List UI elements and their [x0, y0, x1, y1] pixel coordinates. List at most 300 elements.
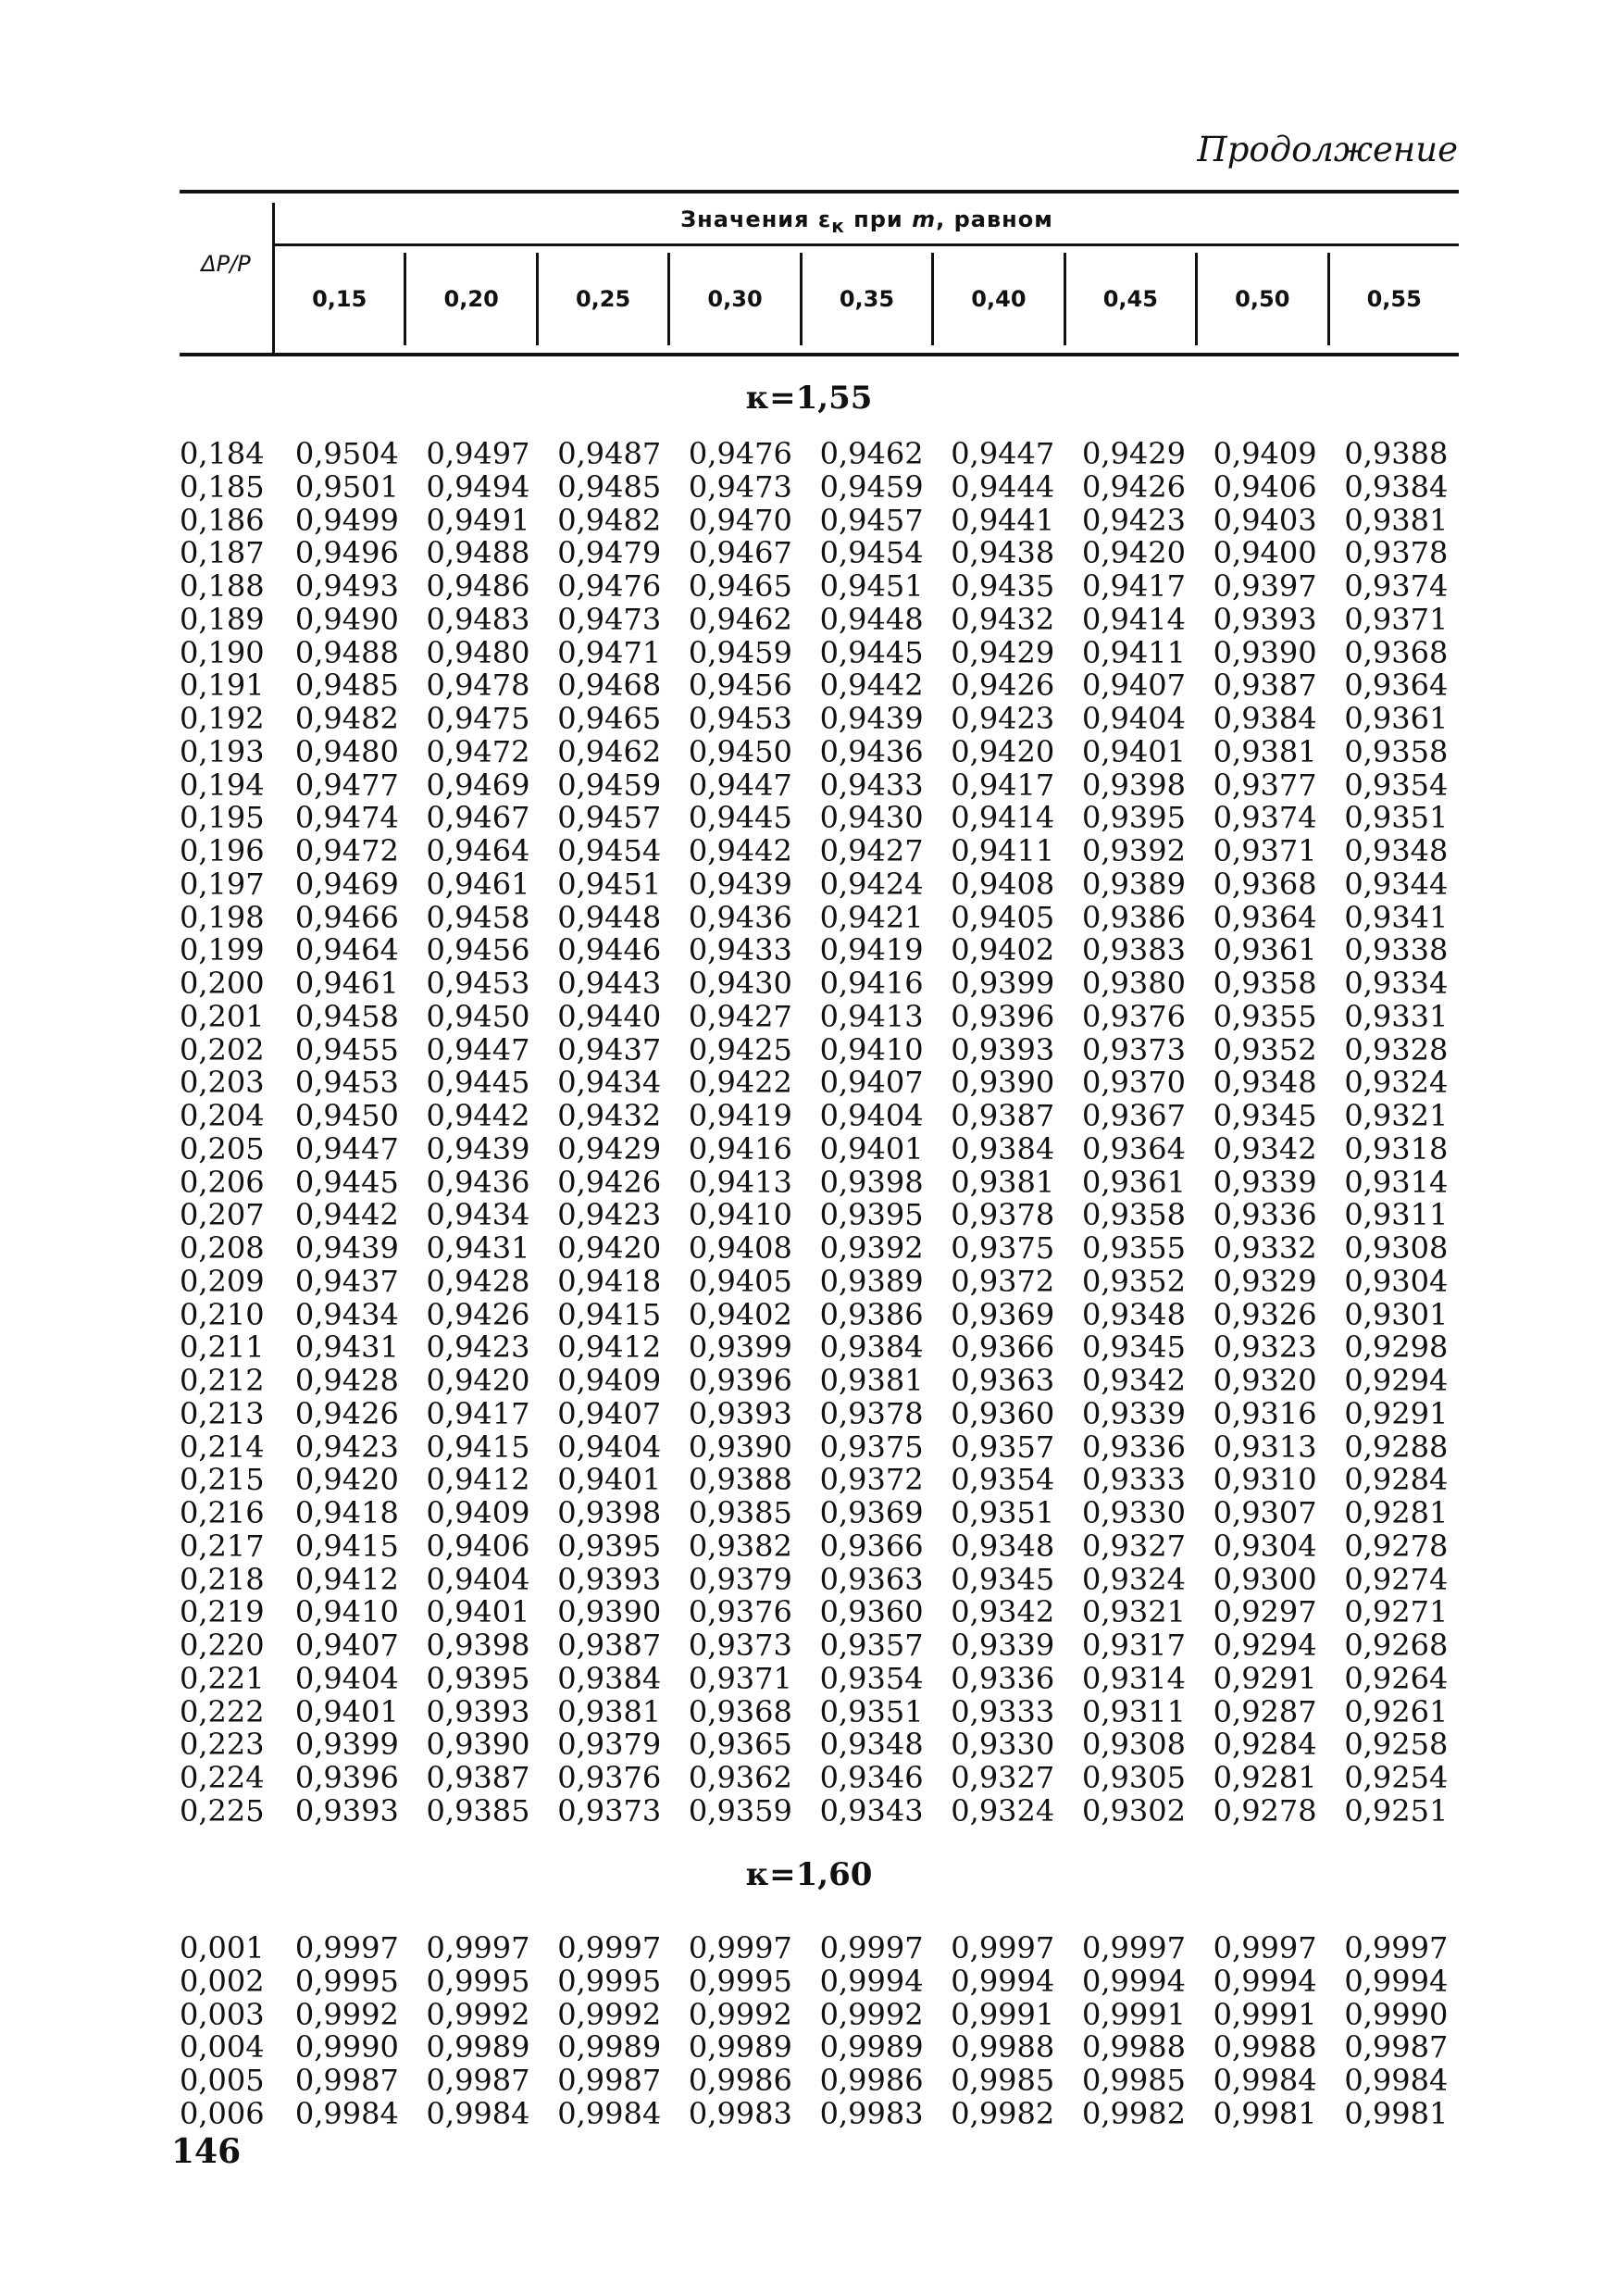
row-key-cell: 0,225 — [180, 1792, 265, 1828]
value-cell: 0,9417 — [426, 1395, 530, 1431]
value-cell: 0,9307 — [1213, 1495, 1317, 1530]
value-cell: 0,9363 — [819, 1561, 924, 1597]
value-cell: 0,9351 — [951, 1495, 1055, 1530]
value-cell: 0,9487 — [557, 436, 662, 471]
value-cell: 0,9475 — [426, 701, 530, 736]
value-cell: 0,9298 — [1344, 1329, 1449, 1366]
m-value-header: 0,45 — [1064, 253, 1195, 345]
value-cell: 0,9365 — [688, 1727, 792, 1763]
value-cell: 0,9395 — [1081, 800, 1186, 836]
row-key-cell: 0,196 — [180, 833, 265, 868]
value-cell: 0,9450 — [688, 733, 792, 769]
row-key-cell: 0,201 — [180, 998, 265, 1034]
value-cell: 0,9339 — [951, 1628, 1055, 1663]
value-cell: 0,9336 — [1213, 1197, 1317, 1233]
value-cell: 0,9342 — [1081, 1363, 1186, 1398]
value-cell: 0,9989 — [819, 2029, 924, 2065]
value-cell: 0,9438 — [951, 535, 1055, 571]
value-cell: 0,9343 — [819, 1792, 924, 1828]
value-cell: 0,9987 — [557, 2063, 662, 2098]
group-label-sub: к — [831, 214, 845, 237]
value-cell: 0,9442 — [294, 1197, 399, 1233]
row-key-cell: 0,194 — [180, 767, 265, 803]
value-cell: 0,9410 — [294, 1594, 399, 1630]
value-cell: 0,9432 — [951, 601, 1055, 637]
value-cell: 0,9447 — [688, 767, 792, 803]
value-cell: 0,9348 — [951, 1528, 1055, 1564]
value-cell: 0,9417 — [1081, 568, 1186, 604]
value-cell: 0,9358 — [1081, 1197, 1186, 1233]
row-key-cell: 0,217 — [180, 1528, 265, 1564]
value-cell: 0,9995 — [294, 1963, 399, 1999]
value-cell: 0,9409 — [426, 1495, 530, 1530]
row-key-cell: 0,197 — [180, 866, 265, 902]
value-cell: 0,9406 — [426, 1528, 530, 1564]
value-cell: 0,9984 — [426, 2095, 530, 2131]
value-cell: 0,9313 — [1213, 1429, 1317, 1465]
row-key-cell: 0,005 — [180, 2063, 265, 2098]
value-cell: 0,9981 — [1213, 2095, 1317, 2131]
value-cell: 0,9443 — [557, 966, 662, 1001]
value-cell: 0,9414 — [951, 800, 1055, 836]
value-cell: 0,9440 — [557, 998, 662, 1034]
value-cell: 0,9378 — [951, 1197, 1055, 1233]
table-row — [180, 438, 1475, 471]
value-cell: 0,9404 — [426, 1561, 530, 1597]
value-cell: 0,9450 — [294, 1098, 399, 1133]
table-row — [180, 1792, 1475, 1828]
value-cell: 0,9358 — [1344, 733, 1449, 769]
value-cell: 0,9992 — [557, 1996, 662, 2032]
value-cell: 0,9426 — [951, 668, 1055, 704]
value-cell: 0,9442 — [426, 1098, 530, 1133]
row-key-cell: 0,206 — [180, 1164, 265, 1200]
value-cell: 0,9412 — [426, 1462, 530, 1498]
value-cell: 0,9274 — [1344, 1561, 1449, 1597]
value-cell: 0,9504 — [294, 436, 399, 471]
value-cell: 0,9399 — [294, 1727, 399, 1763]
value-cell: 0,9321 — [1081, 1594, 1186, 1630]
value-cell: 0,9379 — [688, 1561, 792, 1597]
value-cell: 0,9361 — [1344, 701, 1449, 736]
value-cell: 0,9423 — [557, 1197, 662, 1233]
value-cell: 0,9501 — [294, 468, 399, 505]
value-cell: 0,9388 — [1344, 436, 1449, 471]
value-cell: 0,9378 — [819, 1395, 924, 1431]
value-cell: 0,9330 — [1081, 1495, 1186, 1530]
table-row — [180, 899, 1475, 935]
table-row — [180, 634, 1475, 670]
table-header — [180, 190, 1459, 356]
value-cell: 0,9336 — [951, 1660, 1055, 1696]
value-cell: 0,9264 — [1344, 1660, 1449, 1696]
value-cell: 0,9499 — [294, 502, 399, 538]
table-row — [180, 1693, 1475, 1729]
value-cell: 0,9333 — [951, 1693, 1055, 1729]
value-cell: 0,9984 — [1213, 2063, 1317, 2098]
table-row — [180, 1660, 1475, 1696]
value-cell: 0,9445 — [819, 634, 924, 670]
value-cell: 0,9434 — [557, 1065, 662, 1101]
value-cell: 0,9982 — [1081, 2095, 1186, 2131]
value-cell: 0,9404 — [294, 1660, 399, 1696]
value-cell: 0,9364 — [1213, 899, 1317, 935]
value-cell: 0,9326 — [1213, 1296, 1317, 1332]
value-cell: 0,9384 — [1213, 701, 1317, 736]
value-cell: 0,9482 — [294, 701, 399, 736]
value-cell: 0,9985 — [951, 2063, 1055, 2098]
table-row — [180, 468, 1475, 505]
value-cell: 0,9476 — [688, 436, 792, 471]
page-number: 146 — [171, 2132, 242, 2171]
value-cell: 0,9990 — [1344, 1996, 1449, 2032]
value-cell: 0,9385 — [688, 1495, 792, 1530]
table-row — [180, 1596, 1475, 1629]
value-cell: 0,9437 — [294, 1263, 399, 1299]
value-cell: 0,9986 — [819, 2063, 924, 2098]
value-cell: 0,9493 — [294, 568, 399, 604]
table-row — [180, 1365, 1475, 1398]
value-cell: 0,9308 — [1344, 1230, 1449, 1266]
value-cell: 0,9371 — [1213, 833, 1317, 868]
value-cell: 0,9376 — [1081, 998, 1186, 1034]
value-cell: 0,9408 — [951, 866, 1055, 902]
value-cell: 0,9376 — [688, 1594, 792, 1630]
table-row — [180, 1932, 1475, 1965]
m-value-header: 0,40 — [931, 253, 1063, 345]
table-row — [180, 868, 1475, 902]
value-cell: 0,9393 — [426, 1693, 530, 1729]
value-cell: 0,9328 — [1344, 1031, 1449, 1067]
value-cell: 0,9448 — [557, 899, 662, 935]
row-key-cell: 0,220 — [180, 1628, 265, 1663]
value-cell: 0,9396 — [951, 998, 1055, 1034]
value-cell: 0,9323 — [1213, 1329, 1317, 1366]
value-cell: 0,9357 — [819, 1628, 924, 1663]
value-cell: 0,9316 — [1213, 1395, 1317, 1431]
value-cell: 0,9387 — [426, 1760, 530, 1795]
row-key-cell: 0,202 — [180, 1031, 265, 1067]
value-cell: 0,9994 — [1213, 1963, 1317, 1999]
row-key-cell: 0,221 — [180, 1660, 265, 1696]
value-cell: 0,9345 — [1081, 1329, 1186, 1366]
value-cell: 0,9447 — [426, 1031, 530, 1067]
row-key-cell: 0,189 — [180, 601, 265, 637]
value-cell: 0,9373 — [557, 1792, 662, 1828]
value-cell: 0,9404 — [557, 1429, 662, 1465]
value-cell: 0,9398 — [426, 1628, 530, 1663]
value-cell: 0,9464 — [426, 833, 530, 868]
value-cell: 0,9329 — [1213, 1263, 1317, 1299]
value-cell: 0,9371 — [1344, 601, 1449, 637]
table-row — [180, 1431, 1475, 1465]
value-cell: 0,9261 — [1344, 1693, 1449, 1729]
value-cell: 0,9985 — [1081, 2063, 1186, 2098]
value-cell: 0,9459 — [819, 468, 924, 505]
group-label-pre: Значения ε — [680, 206, 832, 232]
value-cell: 0,9334 — [1344, 966, 1449, 1001]
value-cell: 0,9327 — [1081, 1528, 1186, 1564]
value-cell: 0,9488 — [294, 634, 399, 670]
value-cell: 0,9994 — [1344, 1963, 1449, 1999]
value-cell: 0,9480 — [426, 634, 530, 670]
value-cell: 0,9997 — [819, 1930, 924, 1965]
value-cell: 0,9995 — [426, 1963, 530, 1999]
m-values-row — [275, 253, 1459, 345]
value-cell: 0,9454 — [819, 535, 924, 571]
value-cell: 0,9354 — [819, 1660, 924, 1696]
table-row — [180, 1296, 1475, 1332]
value-cell: 0,9469 — [294, 866, 399, 902]
value-cell: 0,9351 — [819, 1693, 924, 1729]
value-cell: 0,9400 — [1213, 535, 1317, 571]
row-key-cell: 0,195 — [180, 800, 265, 836]
value-cell: 0,9458 — [294, 998, 399, 1034]
value-cell: 0,9497 — [426, 436, 530, 471]
value-cell: 0,9473 — [557, 601, 662, 637]
value-cell: 0,9431 — [294, 1329, 399, 1366]
value-cell: 0,9439 — [426, 1130, 530, 1167]
value-cell: 0,9983 — [819, 2095, 924, 2131]
value-cell: 0,9453 — [426, 966, 530, 1001]
value-cell: 0,9989 — [426, 2029, 530, 2065]
value-cell: 0,9373 — [1081, 1031, 1186, 1067]
value-cell: 0,9476 — [557, 568, 662, 604]
value-cell: 0,9982 — [951, 2095, 1055, 2131]
value-cell: 0,9423 — [1081, 502, 1186, 538]
value-cell: 0,9485 — [557, 468, 662, 505]
value-cell: 0,9418 — [294, 1495, 399, 1530]
value-cell: 0,9987 — [426, 2063, 530, 2098]
value-cell: 0,9409 — [1213, 436, 1317, 471]
value-cell: 0,9324 — [1081, 1561, 1186, 1597]
table-row — [180, 1130, 1475, 1167]
value-cell: 0,9445 — [426, 1065, 530, 1101]
value-cell: 0,9284 — [1213, 1727, 1317, 1763]
value-cell: 0,9384 — [819, 1329, 924, 1366]
value-cell: 0,9258 — [1344, 1727, 1449, 1763]
value-cell: 0,9387 — [1213, 668, 1317, 704]
value-cell: 0,9432 — [557, 1098, 662, 1133]
value-cell: 0,9301 — [1344, 1296, 1449, 1332]
value-cell: 0,9370 — [1081, 1065, 1186, 1101]
table-row — [180, 1331, 1475, 1365]
section-label-kappa-1-60: κ=1,60 — [745, 1856, 873, 1893]
value-cell: 0,9990 — [294, 2029, 399, 2065]
value-cell: 0,9412 — [294, 1561, 399, 1597]
table-row — [180, 1561, 1475, 1597]
value-cell: 0,9359 — [688, 1792, 792, 1828]
value-cell: 0,9384 — [1344, 468, 1449, 505]
value-cell: 0,9420 — [294, 1462, 399, 1498]
value-cell: 0,9446 — [557, 932, 662, 968]
value-cell: 0,9984 — [1344, 2063, 1449, 2098]
value-cell: 0,9368 — [688, 1693, 792, 1729]
value-cell: 0,9447 — [294, 1130, 399, 1167]
header-bottom-rule — [180, 353, 1459, 356]
value-cell: 0,9414 — [1081, 601, 1186, 637]
value-cell: 0,9426 — [426, 1296, 530, 1332]
value-cell: 0,9304 — [1213, 1528, 1317, 1564]
value-cell: 0,9453 — [688, 701, 792, 736]
value-cell: 0,9439 — [294, 1230, 399, 1266]
table-row — [180, 570, 1475, 604]
value-cell: 0,9398 — [819, 1164, 924, 1200]
value-cell: 0,9354 — [1344, 767, 1449, 803]
value-cell: 0,9381 — [557, 1693, 662, 1729]
value-cell: 0,9426 — [1081, 468, 1186, 505]
row-key-cell: 0,187 — [180, 535, 265, 571]
value-cell: 0,9387 — [951, 1098, 1055, 1133]
value-cell: 0,9994 — [1081, 1963, 1186, 1999]
row-key-cell: 0,190 — [180, 634, 265, 670]
value-cell: 0,9451 — [819, 568, 924, 604]
m-value-header: 0,20 — [404, 253, 535, 345]
value-cell: 0,9992 — [294, 1996, 399, 2032]
value-cell: 0,9451 — [557, 866, 662, 902]
value-cell: 0,9428 — [294, 1363, 399, 1398]
value-cell: 0,9485 — [294, 668, 399, 704]
value-cell: 0,9483 — [426, 601, 530, 637]
table-row — [180, 1199, 1475, 1232]
value-cell: 0,9398 — [557, 1495, 662, 1530]
continuation-label: Продолжение — [1197, 130, 1458, 169]
row-key-cell: 0,204 — [180, 1098, 265, 1133]
value-cell: 0,9420 — [426, 1363, 530, 1398]
value-cell: 0,9375 — [951, 1230, 1055, 1266]
row-key-cell: 0,210 — [180, 1296, 265, 1332]
value-cell: 0,9348 — [1081, 1296, 1186, 1332]
value-cell: 0,9344 — [1344, 866, 1449, 902]
value-cell: 0,9346 — [819, 1760, 924, 1795]
value-cell: 0,9254 — [1344, 1760, 1449, 1795]
value-cell: 0,9479 — [557, 535, 662, 571]
value-cell: 0,9324 — [1344, 1065, 1449, 1101]
value-cell: 0,9441 — [951, 502, 1055, 538]
value-cell: 0,9401 — [557, 1462, 662, 1498]
value-cell: 0,9401 — [819, 1130, 924, 1167]
value-cell: 0,9395 — [819, 1197, 924, 1233]
value-cell: 0,9390 — [688, 1429, 792, 1465]
value-cell: 0,9488 — [426, 535, 530, 571]
value-cell: 0,9486 — [426, 568, 530, 604]
column-group-header — [275, 206, 1459, 237]
row-key-cell: 0,218 — [180, 1561, 265, 1597]
value-cell: 0,9439 — [819, 701, 924, 736]
value-cell: 0,9278 — [1213, 1792, 1317, 1828]
value-cell: 0,9419 — [688, 1098, 792, 1133]
section-label-kappa-1-55: κ=1,55 — [745, 380, 873, 417]
value-cell: 0,9448 — [819, 601, 924, 637]
value-cell: 0,9444 — [951, 468, 1055, 505]
value-cell: 0,9399 — [688, 1329, 792, 1366]
value-cell: 0,9364 — [1344, 668, 1449, 704]
row-key-cell: 0,185 — [180, 468, 265, 505]
value-cell: 0,9345 — [1213, 1098, 1317, 1133]
value-cell: 0,9393 — [294, 1792, 399, 1828]
table-row — [180, 1530, 1475, 1564]
value-cell: 0,9310 — [1213, 1462, 1317, 1498]
value-cell: 0,9393 — [1213, 601, 1317, 637]
row-key-cell: 0,004 — [180, 2029, 265, 2065]
value-cell: 0,9354 — [951, 1462, 1055, 1498]
row-key-cell: 0,006 — [180, 2095, 265, 2131]
value-cell: 0,9415 — [426, 1429, 530, 1465]
value-cell: 0,9358 — [1213, 966, 1317, 1001]
value-cell: 0,9308 — [1081, 1727, 1186, 1763]
value-cell: 0,9336 — [1081, 1429, 1186, 1465]
table-row — [180, 2031, 1475, 2065]
value-cell: 0,9411 — [1081, 634, 1186, 670]
value-cell: 0,9997 — [557, 1930, 662, 1965]
value-cell: 0,9281 — [1344, 1495, 1449, 1530]
value-cell: 0,9455 — [294, 1031, 399, 1067]
row-key-cell: 0,205 — [180, 1130, 265, 1167]
value-cell: 0,9429 — [557, 1130, 662, 1167]
value-cell: 0,9415 — [557, 1296, 662, 1332]
value-cell: 0,9382 — [688, 1528, 792, 1564]
value-cell: 0,9374 — [1213, 800, 1317, 836]
value-cell: 0,9436 — [819, 733, 924, 769]
value-cell: 0,9456 — [688, 668, 792, 704]
value-cell: 0,9403 — [1213, 502, 1317, 538]
m-value-header: 0,55 — [1327, 253, 1459, 345]
table-row — [180, 998, 1475, 1034]
value-cell: 0,9988 — [951, 2029, 1055, 2065]
value-cell: 0,9291 — [1213, 1660, 1317, 1696]
value-cell: 0,9471 — [557, 634, 662, 670]
value-cell: 0,9997 — [1081, 1930, 1186, 1965]
value-cell: 0,9401 — [426, 1594, 530, 1630]
value-cell: 0,9251 — [1344, 1792, 1449, 1828]
value-cell: 0,9294 — [1344, 1363, 1449, 1398]
m-value-header: 0,30 — [667, 253, 799, 345]
value-cell: 0,9461 — [294, 966, 399, 1001]
value-cell: 0,9392 — [1081, 833, 1186, 868]
value-cell: 0,9997 — [1344, 1930, 1449, 1965]
value-cell: 0,9384 — [557, 1660, 662, 1696]
value-cell: 0,9462 — [557, 733, 662, 769]
row-key-cell: 0,186 — [180, 502, 265, 538]
value-cell: 0,9984 — [557, 2095, 662, 2131]
table-row — [180, 669, 1475, 703]
section-rows-kappa-1-60 — [180, 1932, 1475, 2131]
section-rows-kappa-1-55 — [180, 438, 1475, 1828]
value-cell: 0,9355 — [1081, 1230, 1186, 1266]
m-value-header: 0,35 — [800, 253, 931, 345]
value-cell: 0,9386 — [819, 1296, 924, 1332]
value-cell: 0,9986 — [688, 2063, 792, 2098]
value-cell: 0,9281 — [1213, 1760, 1317, 1795]
value-cell: 0,9361 — [1081, 1164, 1186, 1200]
value-cell: 0,9294 — [1213, 1628, 1317, 1663]
table-row — [180, 1395, 1475, 1431]
value-cell: 0,9490 — [294, 601, 399, 637]
table-row — [180, 601, 1475, 637]
value-cell: 0,9314 — [1344, 1164, 1449, 1200]
value-cell: 0,9372 — [951, 1263, 1055, 1299]
value-cell: 0,9453 — [294, 1065, 399, 1101]
value-cell: 0,9369 — [819, 1495, 924, 1530]
value-cell: 0,9426 — [294, 1395, 399, 1431]
value-cell: 0,9287 — [1213, 1693, 1317, 1729]
value-cell: 0,9402 — [951, 932, 1055, 968]
value-cell: 0,9423 — [951, 701, 1055, 736]
table-row — [180, 703, 1475, 736]
table-row — [180, 502, 1475, 538]
value-cell: 0,9348 — [1213, 1065, 1317, 1101]
row-key-cell: 0,203 — [180, 1065, 265, 1101]
